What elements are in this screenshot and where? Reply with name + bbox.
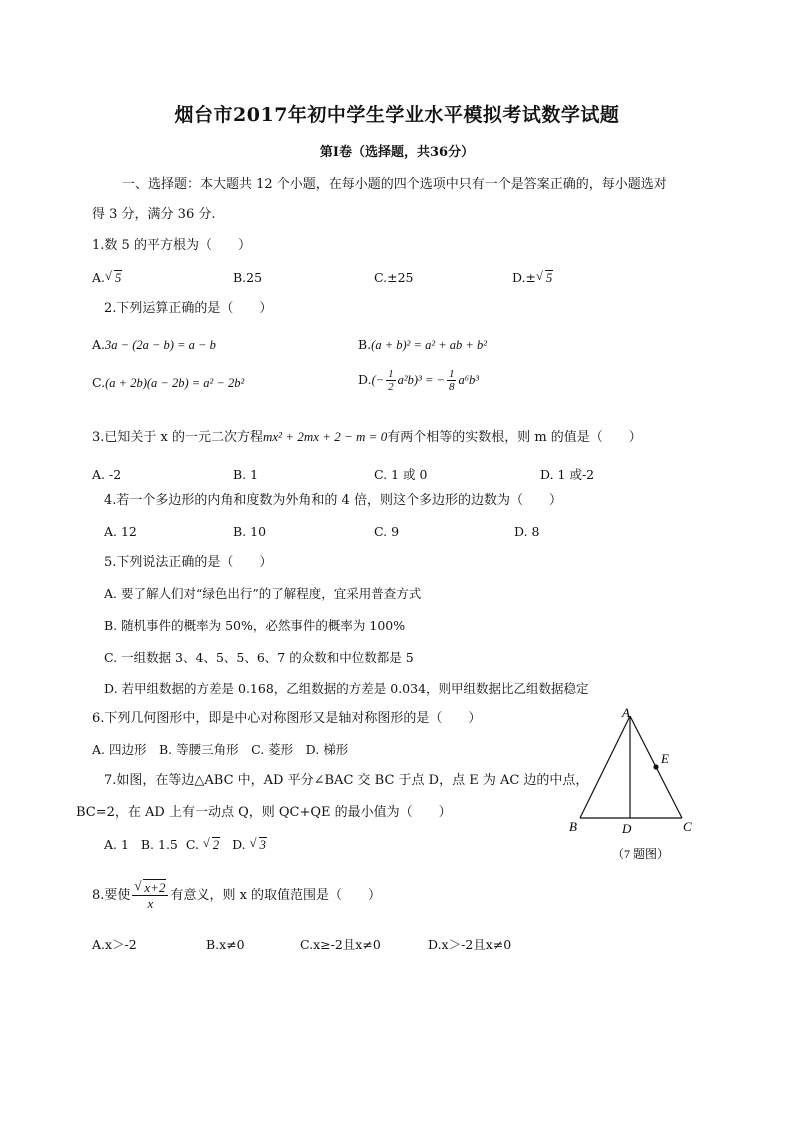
q3-option-d: D. 1 或-2 <box>540 467 595 482</box>
q5-option-b: B. 随机事件的概率为 50%，必然事件的概率为 100% <box>104 618 406 633</box>
q1-option-d: D.± √ 5 <box>512 269 553 285</box>
section-subtitle: 第Ⅰ卷（选择题，共36分） <box>319 145 475 160</box>
q4-option-a: A. 12 <box>104 524 137 539</box>
side-ab <box>580 716 630 818</box>
instructions-line-2: 得 3 分，满分 36 分. <box>92 207 216 222</box>
q5-stem: 5.下列说法正确的是（ ） <box>104 555 273 570</box>
q8-option-b: B.x≠0 <box>206 937 245 952</box>
q5-option-a: A. 要了解人们对“绿色出行”的了解程度，宜采用普查方式 <box>104 586 422 601</box>
q1-option-b: B.25 <box>233 270 263 285</box>
q8-option-a: A.x＞-2 <box>92 937 137 952</box>
q5-option-d: D. 若甲组数据的方差是 0.168，乙组数据的方差是 0.034，则甲组数据比乙组数据稳定 <box>104 681 589 696</box>
label-b: B <box>569 819 577 834</box>
figure-caption: （7 题图） <box>612 847 670 861</box>
q4-option-c: C. 9 <box>374 524 400 539</box>
q2-option-a: A.3a − (2a − b) = a − b <box>92 337 216 352</box>
label-c: C <box>683 819 692 834</box>
instructions-line-1: 一、选择题：本大题共 12 个小题，在每小题的四个选项中只有一个是答案正确的，每小题选对 <box>122 177 667 192</box>
q2-stem: 2.下列运算正确的是（ ） <box>104 301 273 316</box>
q6-options: A. 四边形 B. 等腰三角形 C. 菱形 D. 梯形 <box>92 742 349 757</box>
q7-options: A. 1 B. 1.5 C. √ 2 D. √ 3 <box>104 836 266 852</box>
point-e <box>653 764 658 769</box>
q5-option-c: C. 一组数据 3、4、5、5、6、7 的众数和中位数都是 5 <box>104 650 414 665</box>
q7-triangle-figure <box>560 700 710 870</box>
q1-option-c: C.±25 <box>374 270 414 285</box>
q1-stem: 1.数 5 的平方根为（ ） <box>92 238 251 253</box>
q6-stem: 6.下列几何图形中，即是中心对称图形又是轴对称图形的是（ ） <box>92 711 482 726</box>
q3-option-b: B. 1 <box>233 467 259 482</box>
q2-option-d: D.(− $\frac{1}{2}$ a²b)³ = − $\frac{1}{8}$ a⁶b³ <box>358 368 480 393</box>
label-e: E <box>661 751 669 766</box>
q4-stem: 4.若一个多边形的内角和度数为外角和的 4 倍，则这个多边形的边数为（ ） <box>104 493 562 508</box>
q8-option-d: D.x＞-2且x≠0 <box>428 937 512 952</box>
q8-stem: 8.要使 √ x+2 x 有意义，则 x 的取值范围是（ ） <box>92 878 382 911</box>
label-d: D <box>622 821 632 836</box>
q1-option-a: A. √ 5 <box>92 269 122 285</box>
label-a: A <box>622 705 630 720</box>
q8-option-c: C.x≥-2且x≠0 <box>300 937 381 952</box>
q4-option-d: D. 8 <box>514 524 540 539</box>
q7-stem-line-2: BC=2，在 AD 上有一动点 Q，则 QC+QE 的最小值为（ ） <box>76 805 452 820</box>
q3-stem: 3.已知关于 x 的一元二次方程mx² + 2mx + 2 − m = 0有两个相等的实数根，则 m 的值是（ ） <box>92 429 642 445</box>
page-title: 烟台市2017年初中学生学业水平模拟考试数学试题 <box>174 104 620 126</box>
q4-option-b: B. 10 <box>233 524 267 539</box>
q3-option-a: A. -2 <box>92 467 122 482</box>
q2-option-b: B.(a + b)² = a² + ab + b² <box>358 337 487 352</box>
q3-option-c: C. 1 或 0 <box>374 467 428 482</box>
q7-stem-line-1: 7.如图，在等边△ABC 中，AD 平分∠BAC 交 BC 于点 D，点 E 为 AC 边的中点， <box>104 773 589 788</box>
q2-option-c: C.(a + 2b)(a − 2b) = a² − 2b² <box>92 375 245 390</box>
